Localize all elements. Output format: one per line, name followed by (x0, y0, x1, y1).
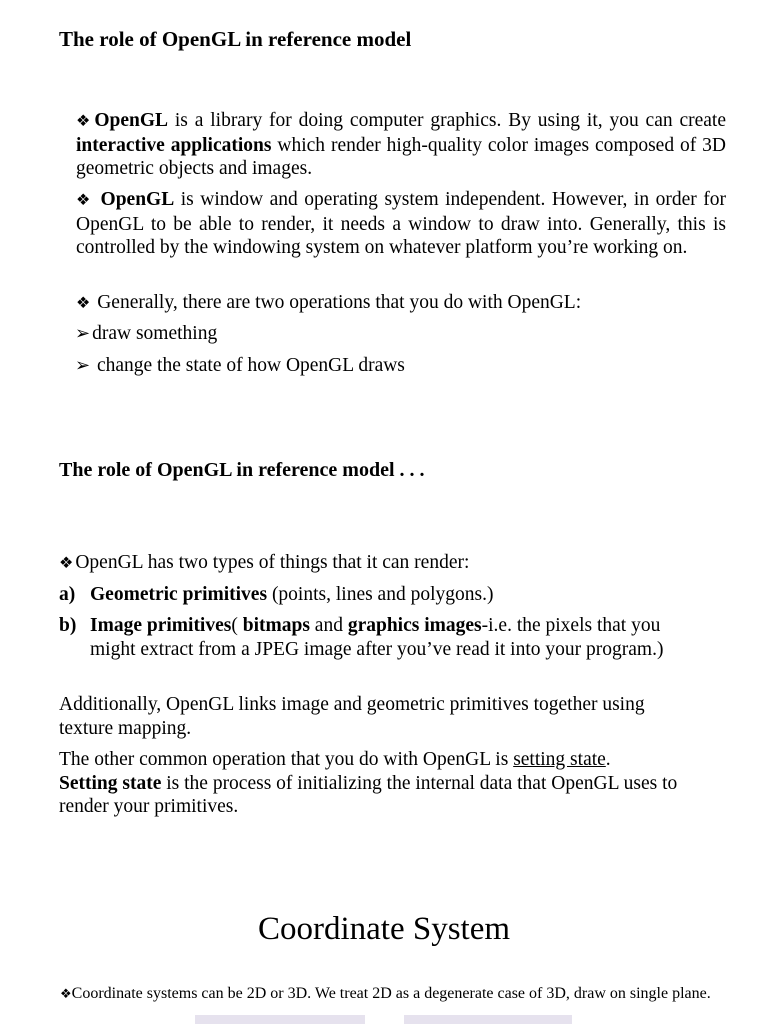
paragraph: The other common operation that you do with OpenGL is setting state. Setting state is the process of initializing the internal data that OpenGL uses to render your primitives. (59, 749, 678, 817)
bullet-item: ❖ Generally, there are two operations that you do with OpenGL: (76, 292, 582, 313)
bullet-item: ❖ OpenGL has two types of things that it can render: (59, 552, 470, 573)
paragraph: Additionally, OpenGL links image and geometric primitives together using texture mapping. (59, 694, 645, 739)
diamond-bullet-icon: ❖ (76, 295, 91, 312)
arrow-bullet-icon: ➢ (75, 355, 91, 375)
list-item-a: a) Geometric primitives (points, lines and polygons.) (59, 584, 494, 605)
bullet-item: ❖ OpenGL is a library for doing computer graphics. By using it, you can create interactive applications which render high-quality color images composed of 3D geometric objects and images. (76, 110, 727, 179)
list-item-b: b) Image primitives( bitmaps and graphics images-i.e. the pixels that you might extract from a JPEG image after you’ve read it into your program.) (59, 615, 664, 660)
arrow-bullet-icon: ➢ (75, 323, 91, 343)
diamond-bullet-icon: ❖ (76, 192, 92, 209)
diamond-bullet-icon: ❖ (60, 986, 72, 1001)
arrow-item: ➢ change the state of how OpenGL draws (75, 355, 405, 376)
section-title: Coordinate System (257, 911, 511, 947)
arrow-item: ➢ draw something (75, 323, 218, 344)
section-heading: The role of OpenGL in reference model (59, 27, 412, 51)
diamond-bullet-icon: ❖ (76, 113, 93, 130)
bullet-item: ❖ OpenGL is window and operating system independent. However, in order for OpenGL to be able to render, it needs a window to draw into. Generally, this is controlled by the windowing system on whatever platform you’re working on. (76, 189, 727, 258)
figure-image (404, 1015, 572, 1024)
figure-image (195, 1015, 365, 1024)
section-heading: The role of OpenGL in reference model . . . (59, 459, 425, 481)
bullet-item: ❖Coordinate systems can be 2D or 3D. We treat 2D as a degenerate case of 3D, draw on single plane. (60, 985, 711, 1002)
diamond-bullet-icon: ❖ (59, 555, 74, 572)
